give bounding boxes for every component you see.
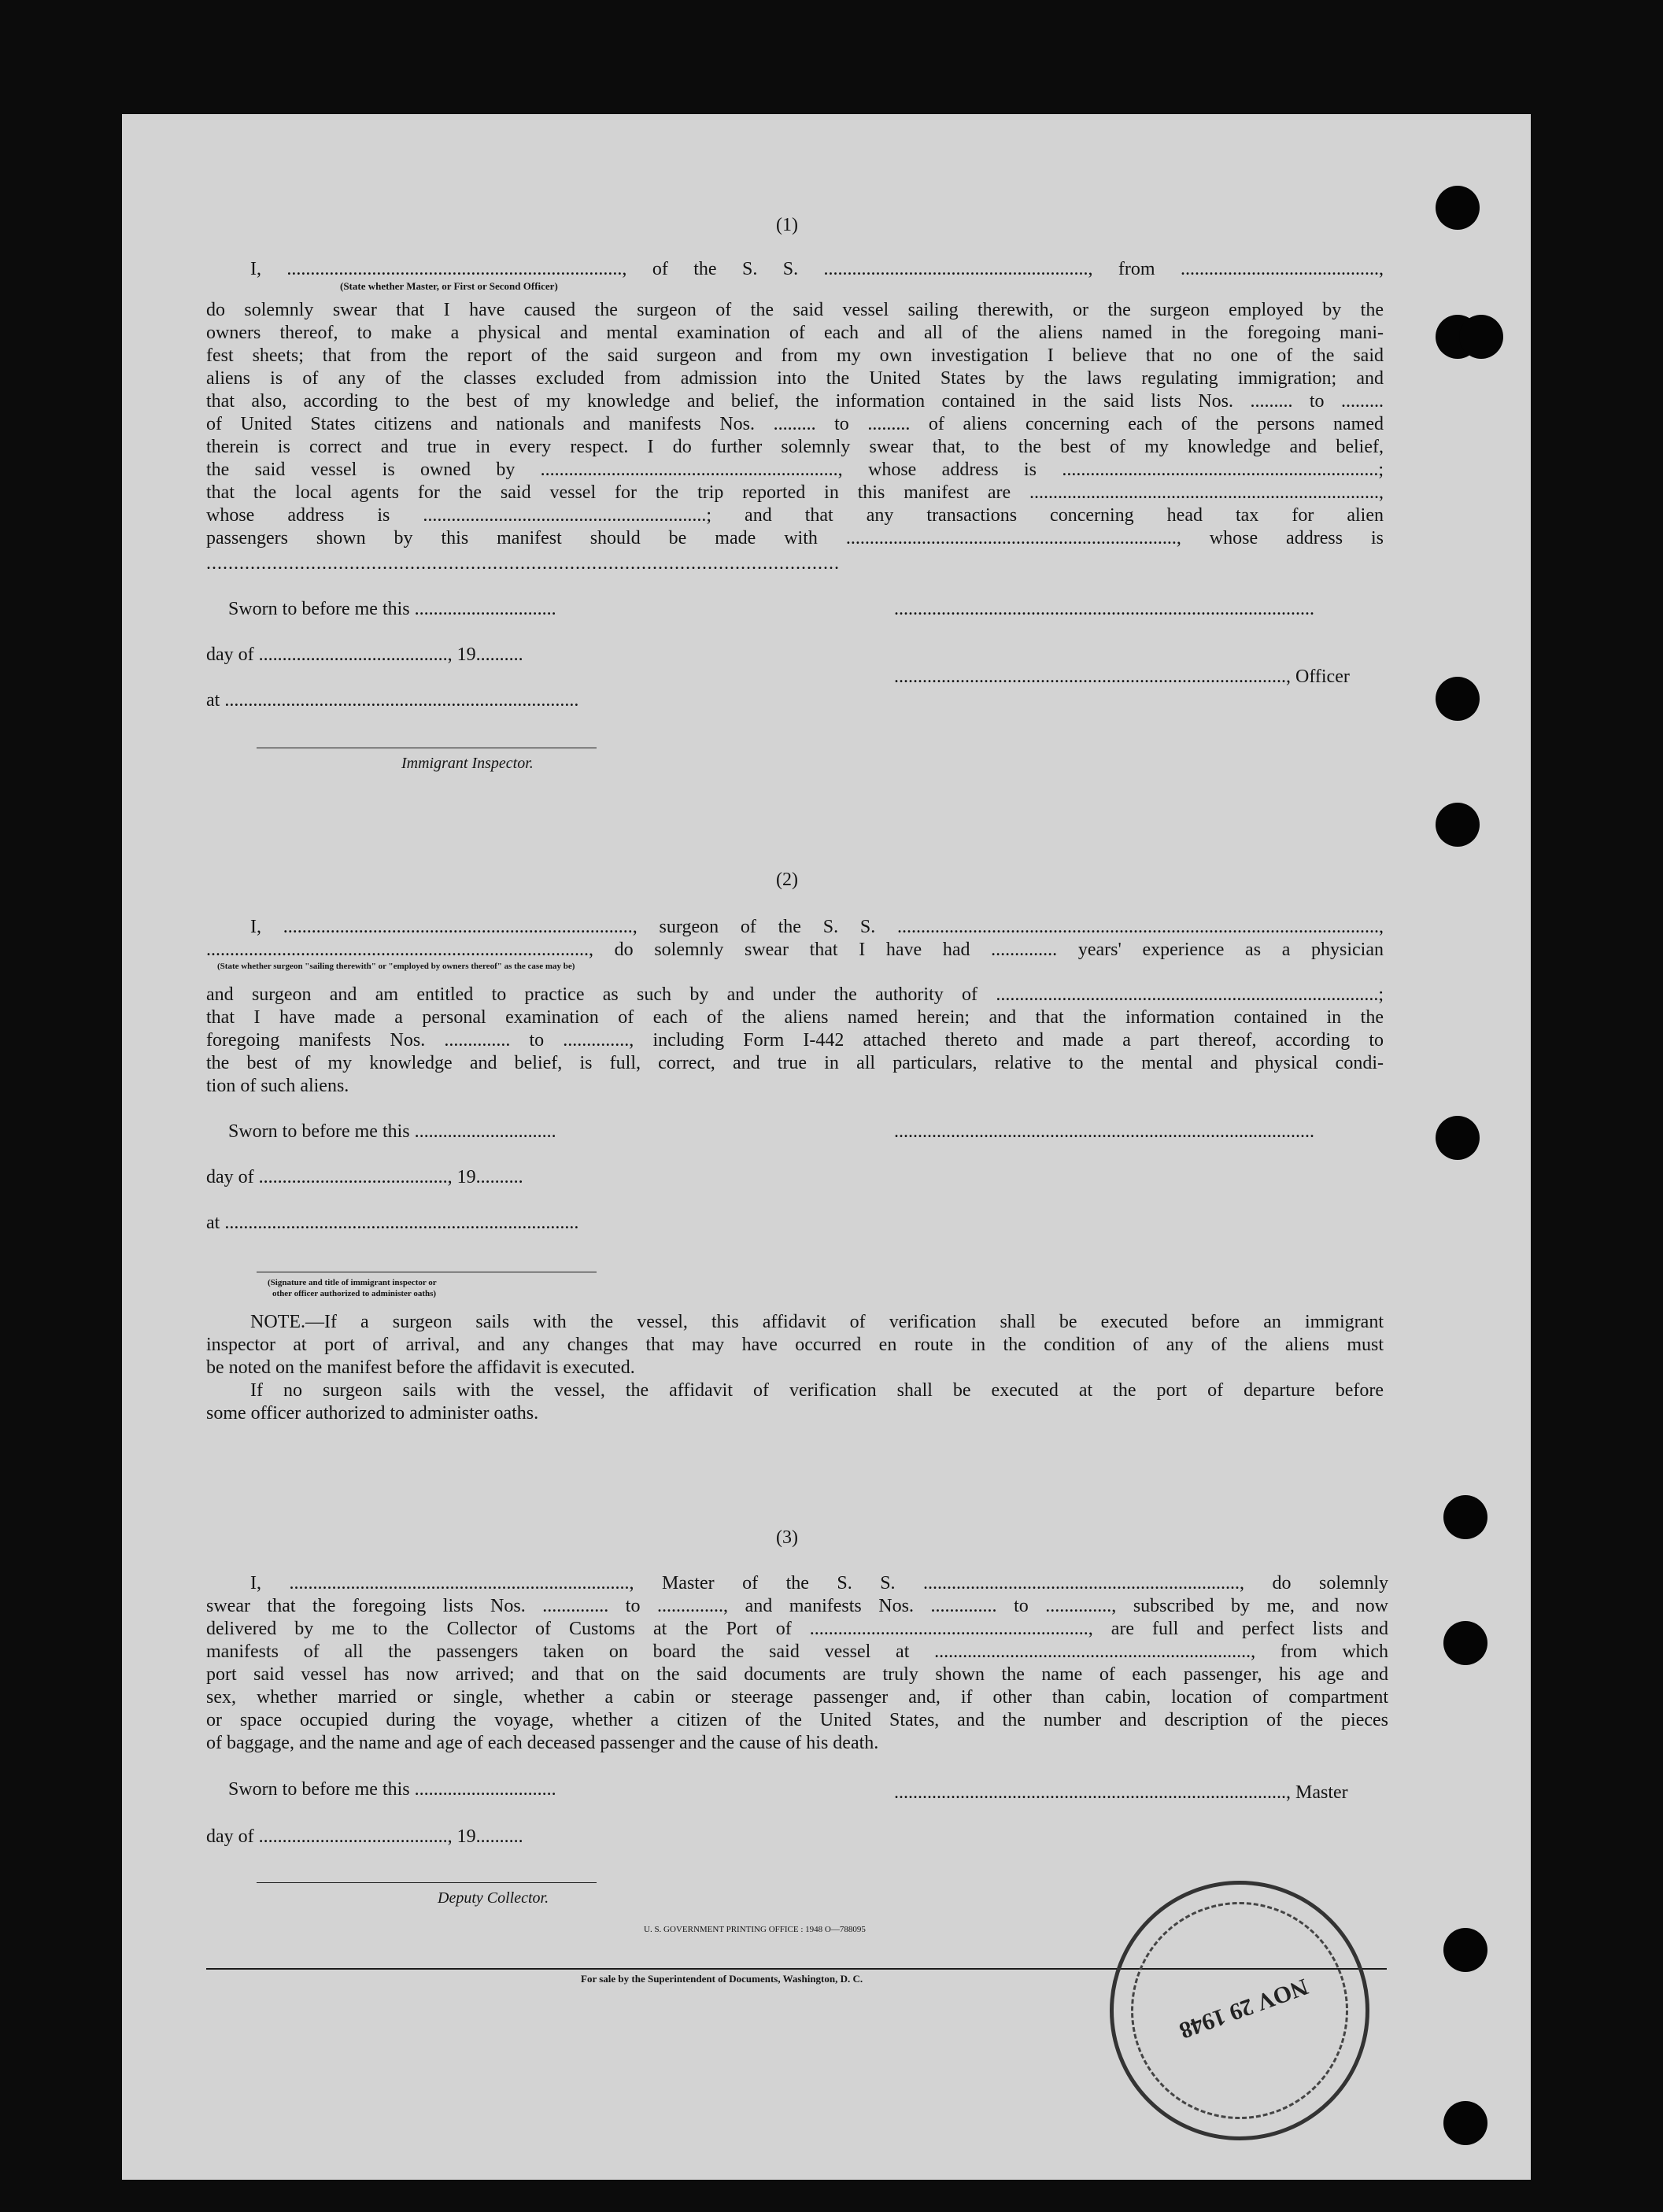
master-line: ..................................................................................., Master bbox=[894, 1782, 1348, 1803]
affidavit-line: aliens is of any of the classes excluded from admission into the United States by the laws regulating immigration; and bbox=[206, 368, 1384, 389]
affidavit-line: and surgeon and am entitled to practice as such by and under the authority of .................................................................................; bbox=[206, 984, 1384, 1005]
note-line: If no surgeon sails with the vessel, the affidavit of verification shall be executed at the port of departure before bbox=[250, 1380, 1384, 1401]
affidavit-line: fest sheets; that from the report of the said surgeon and from my own investigation I believe that no one of the said bbox=[206, 345, 1384, 366]
affidavit-line: swear that the foregoing lists Nos. .............. to .............., and manifests Nos. .............. to .............., subscribed by me, and now bbox=[206, 1596, 1388, 1616]
date-stamp bbox=[1110, 1881, 1369, 2140]
affidavit-line: the best of my knowledge and belief, is full, correct, and true in all particulars, relative to the mental and physical condi- bbox=[206, 1053, 1384, 1073]
address-blank: ................................................................................................................... bbox=[206, 553, 840, 574]
affidavit-line: that the local agents for the said vessel for the trip reported in this manifest are .........................................................................., bbox=[206, 482, 1384, 503]
affidavit-line: owners thereof, to make a physical and mental examination of each and all of the aliens named in the foregoing mani- bbox=[206, 323, 1384, 343]
binder-hole bbox=[1459, 315, 1503, 359]
affidavit-line: delivered by me to the Collector of Customs at the Port of ..........................................................., are full and perfect lists and bbox=[206, 1619, 1388, 1639]
affidavit-line: sex, whether married or single, whether a cabin or steerage passenger and, if other than cabin, location of compartment bbox=[206, 1687, 1388, 1708]
signature-note: (Signature and title of immigrant inspector or bbox=[268, 1278, 437, 1287]
section-number-1: (1) bbox=[776, 215, 798, 235]
affidavit-line: I, ........................................................................, Master of the S. S. ..................................................................., do solemnly bbox=[250, 1573, 1388, 1593]
for-sale-line: For sale by the Superintendent of Documents, Washington, D. C. bbox=[581, 1973, 863, 1985]
collector-label: Deputy Collector. bbox=[438, 1889, 549, 1907]
binder-hole bbox=[1443, 1928, 1487, 1972]
binder-hole bbox=[1443, 1621, 1487, 1665]
section-number-3: (3) bbox=[776, 1527, 798, 1548]
at-line: at ........................................................................... bbox=[206, 690, 579, 711]
inspector-label: Immigrant Inspector. bbox=[401, 755, 534, 772]
binder-hole bbox=[1436, 803, 1480, 847]
binder-hole bbox=[1436, 677, 1480, 721]
sworn-line: Sworn to before me this .............................. bbox=[228, 1779, 556, 1800]
stamp-date: NOV 29 1948 bbox=[1176, 1973, 1312, 2044]
affidavit-line: I, ......................................................................., of the S. S. ........................................................, from .........................................., bbox=[250, 259, 1384, 279]
section-number-2: (2) bbox=[776, 870, 798, 890]
binder-hole bbox=[1436, 186, 1480, 230]
day-line: day of ........................................, 19.......... bbox=[206, 1167, 523, 1187]
affidavit-line: or space occupied during the voyage, whether a citizen of the United States, and the number and description of the pieces bbox=[206, 1710, 1388, 1730]
note-line: NOTE.—If a surgeon sails with the vessel, this affidavit of verification shall be executed before an immigrant bbox=[250, 1312, 1384, 1332]
sworn-line: Sworn to before me this .............................. bbox=[228, 599, 556, 619]
field-note: (State whether Master, or First or Second Officer) bbox=[340, 280, 558, 292]
affidavit-line: I, .........................................................................., surgeon of the S. S. ......................................................................................................, bbox=[250, 917, 1384, 937]
affidavit-line: whose address is ............................................................; and that any transactions concerning head tax for alien bbox=[206, 505, 1384, 526]
printing-office-line: U. S. GOVERNMENT PRINTING OFFICE : 1948 O—788095 bbox=[644, 1925, 866, 1934]
binder-hole bbox=[1443, 1495, 1487, 1539]
field-note: (State whether surgeon "sailing therewith" or "employed by owners thereof" as the case may be) bbox=[217, 962, 575, 971]
signature-blank: ......................................................................................... bbox=[894, 1121, 1314, 1142]
binder-hole bbox=[1436, 1116, 1480, 1160]
affidavit-line: port said vessel has now arrived; and that on the said documents are truly shown the name of each passenger, his age and bbox=[206, 1664, 1388, 1685]
affidavit-line: do solemnly swear that I have caused the surgeon of the said vessel sailing therewith, or the surgeon employed by the bbox=[206, 300, 1384, 320]
at-line: at ........................................................................... bbox=[206, 1213, 579, 1233]
officer-line: ..................................................................................., Officer bbox=[894, 667, 1350, 687]
sworn-line: Sworn to before me this .............................. bbox=[228, 1121, 556, 1142]
affidavit-line: of baggage, and the name and age of each deceased passenger and the cause of his death. bbox=[206, 1733, 879, 1753]
signature-rule bbox=[257, 1882, 597, 1883]
affidavit-line: that also, according to the best of my knowledge and belief, the information contained in the said lists Nos. ......... to ......... bbox=[206, 391, 1384, 412]
note-line: some officer authorized to administer oaths. bbox=[206, 1403, 539, 1424]
affidavit-line: manifests of all the passengers taken on board the said vessel at ..................................................................., from which bbox=[206, 1641, 1388, 1662]
note-line: be noted on the manifest before the affidavit is executed. bbox=[206, 1357, 635, 1378]
affidavit-line: the said vessel is owned by ..............................................................., whose address is ...................................................................; bbox=[206, 460, 1384, 480]
signature-blank: ......................................................................................... bbox=[894, 599, 1314, 619]
note-line: inspector at port of arrival, and any changes that may have occurred en route in the condition of any of the aliens must bbox=[206, 1335, 1384, 1355]
affidavit-line: foregoing manifests Nos. .............. to .............., including Form I-442 attached thereto and made a part thereof, according to bbox=[206, 1030, 1384, 1051]
signature-note: other officer authorized to administer oaths) bbox=[272, 1289, 437, 1298]
affidavit-line: therein is correct and true in every respect. I do further solemnly swear that, to the best of my knowledge and belief, bbox=[206, 437, 1384, 457]
day-line: day of ........................................, 19.......... bbox=[206, 644, 523, 665]
binder-hole bbox=[1443, 2101, 1487, 2145]
day-line: day of ........................................, 19.......... bbox=[206, 1826, 523, 1847]
affidavit-line: tion of such aliens. bbox=[206, 1076, 349, 1096]
affidavit-line: passengers shown by this manifest should be made with ......................................................................, whose address is bbox=[206, 528, 1384, 548]
affidavit-line: that I have made a personal examination of each of the aliens named herein; and that the information contained in the bbox=[206, 1007, 1384, 1028]
affidavit-line: ................................................................................., do solemnly swear that I have had .............. years' experience as a physician bbox=[206, 940, 1384, 960]
affidavit-line: of United States citizens and nationals and manifests Nos. ......... to ......... of aliens concerning each of the persons named bbox=[206, 414, 1384, 434]
